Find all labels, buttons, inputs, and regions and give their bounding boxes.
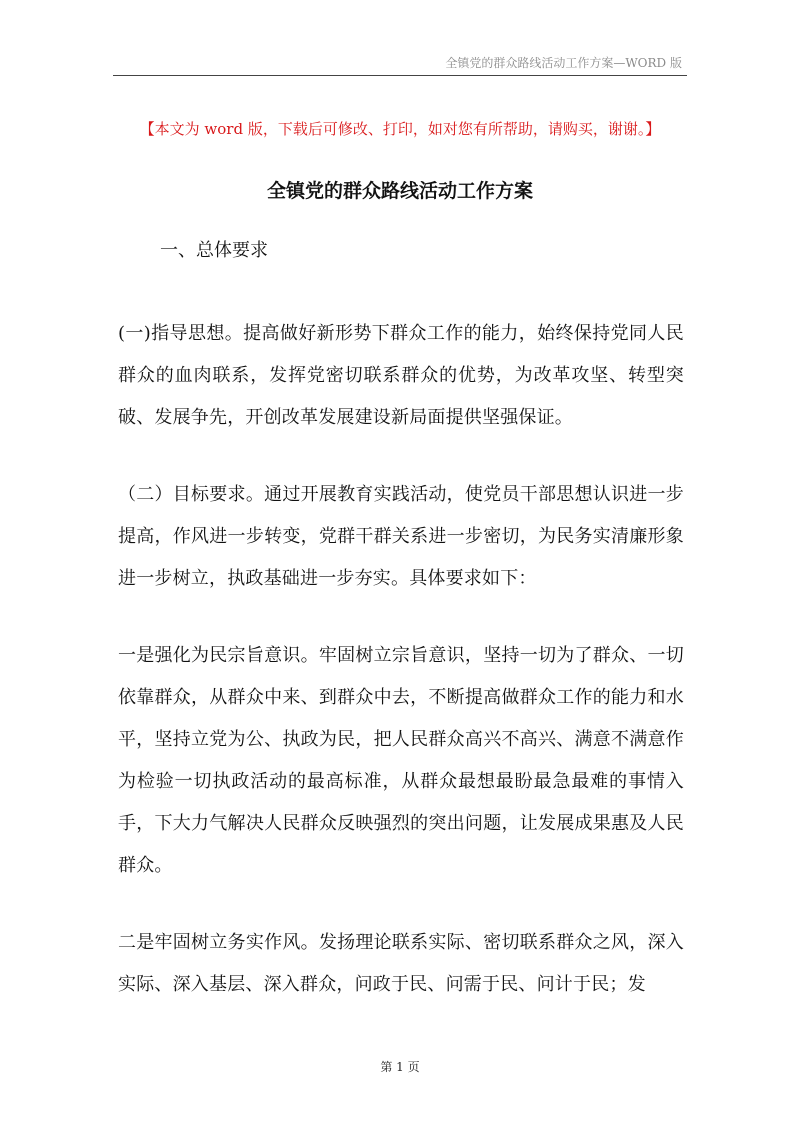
running-header: 全镇党的群众路线活动工作方案—WORD 版: [445, 56, 682, 70]
paragraph: （二）目标要求。通过开展教育实践活动，使党员干部思想认识进一步提高，作风进一步转变，党群干群关系进一步密切，为民务实清廉形象进一步树立，执政基础进一步夯实。具体要求如下：: [118, 484, 684, 589]
document-body: [118, 313, 684, 1041]
header-rule: [113, 75, 687, 76]
document-title: 全镇党的群众路线活动工作方案: [266, 180, 533, 202]
page-number: 第 1 页: [380, 1060, 420, 1074]
section-heading: 一、总体要求: [160, 240, 268, 261]
paragraph: 一是强化为民宗旨意识。牢固树立宗旨意识，坚持一切为了群众、一切依靠群众，从群众中来、到群众中去，不断提高做群众工作的能力和水平，坚持立党为公、执政为民，把人民群众高兴不高兴、满意不满意作为检验一切执政活动的最高标准，从群众最想最盼最急最难的事情入手，下大力气解决人民群众反映强烈的突出问题，让发展成果惠及人民群众。: [118, 645, 684, 876]
paragraph: 二是牢固树立务实作风。发扬理论联系实际、密切联系群众之风，深入实际、深入基层、深入群众，问政于民、问需于民、问计于民；发: [118, 932, 684, 995]
paragraph: (一)指导思想。提高做好新形势下群众工作的能力，始终保持党同人民群众的血肉联系，发挥党密切联系群众的优势，为改革攻坚、转型突破、发展争先，开创改革发展建设新局面提供坚强保证。: [118, 323, 684, 428]
download-notice: 【本文为 word 版，下载后可修改、打印，如对您有所帮助，请购买，谢谢。】: [139, 120, 661, 138]
